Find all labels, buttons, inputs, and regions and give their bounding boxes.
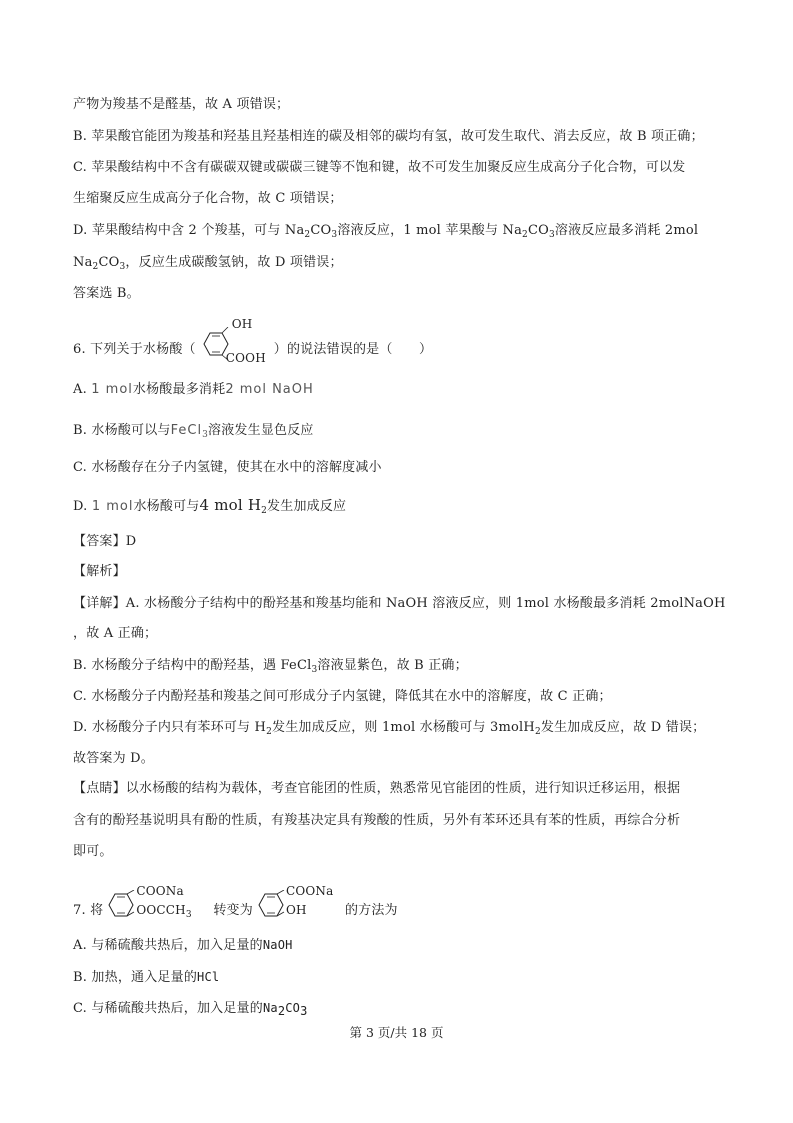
coona-label: COONa (285, 884, 334, 898)
page-footer: 第 3 页/共 18 页 (349, 1025, 444, 1040)
option-c: C. 与稀硫酸共热后，加入足量的$Na_2CO_3$ (73, 1001, 308, 1018)
text-line: C. 苹果酸结构中不含有碳碳双键或碳碳三键等不饱和键，故不可发生加聚反应生成高分子化合物，可以发 (73, 160, 686, 175)
text-line: 【点睛】以水杨酸的结构为载体，考查官能团的性质，熟悉常见官能团的性质，进行知识迁移运用，根据 (73, 781, 681, 796)
question-6-stem: 6. 下列关于水杨酸（ OH COOH ）的说法错误的是（ ） (73, 317, 433, 365)
option-b: B. 水杨酸可以与FeCl$_3$溶液发生显色反应 (73, 423, 314, 440)
ooccch3-label: $OOCCH_3$ (136, 903, 192, 920)
option-d: D. 1 mol水杨酸可与4 mol $H_2$发生加成反应 (73, 496, 347, 516)
text-line: 故答案为 D。 (73, 751, 154, 766)
text-line: B. 苹果酸官能团为羧基和羟基且羟基相连的碳及相邻的碳均有氢，故可发生取代、消去反应，故 B 项正确； (73, 129, 704, 144)
analysis-tag: 【解析】 (73, 564, 126, 579)
option-a: A. 与稀硫酸共热后，加入足量的NaOH (73, 938, 293, 953)
text-line: $Na_2CO_3$，反应生成碳酸氢钠，故 D 项错误； (73, 255, 343, 272)
acetylsalicylate-structure (103, 884, 213, 926)
text-line: 产物为羧基不是醛基，故 A 项错误； (73, 97, 290, 112)
oh-label: OH (285, 903, 307, 917)
text-line: 答案选 B。 (73, 286, 140, 301)
text-line: D. 水杨酸分子内只有苯环可与 $H_2$发生加成反应，则 1mol 水杨酸可与 3molH$_2$发生加成反应，故 D 错误； (73, 720, 706, 737)
oh-label: OH (231, 317, 253, 331)
text-line: 生缩聚反应生成高分子化合物，故 C 项错误； (73, 191, 343, 206)
text-line: 即可。 (73, 844, 113, 859)
text-line: 含有的酚羟基说明具有酚的性质，有羧基决定具有羧酸的性质，另外有苯环还具有苯的性质，再综合分析 (73, 813, 681, 828)
option-a: A. 1 mol水杨酸最多消耗2 mol NaOH (73, 382, 314, 397)
salicylic-acid-structure (196, 317, 274, 367)
text-line: C. 水杨酸分子内酚羟基和羧基之间可形成分子内氢键，降低其在水中的溶解度，故 C 正确； (73, 689, 612, 704)
cooh-label: COOH (225, 351, 266, 365)
option-c: C. 水杨酸存在分子内氢键，使其在水中的溶解度减小 (73, 460, 382, 475)
text-line: D. 苹果酸结构中含 2 个羧基，可与 $Na_2CO_3$溶液反应，1 mol 苹果酸与 $Na_2CO_3$溶液反应最多消耗 2mol (73, 223, 699, 240)
text-line: ，故 A 正确； (73, 626, 158, 641)
option-b: B. 加热，通入足量的HCl (73, 970, 220, 985)
coona-label: COONa (136, 884, 184, 898)
text-line: B. 水杨酸分子结构中的酚羟基，遇 FeCl$_3$溶液显紫色，故 B 正确； (73, 658, 468, 675)
sodium-salicylate-structure (253, 884, 345, 926)
answer-tag: 【答案】D (73, 534, 137, 549)
text-line: 【详解】A. 水杨酸分子结构中的酚羟基和羧基均能和 NaOH 溶液反应，则 1mol 水杨酸最多消耗 2molNaOH (73, 596, 726, 611)
question-7-stem: 7. 将 COONa $OOCCH_3$ 转变为 COONa OH 的方法为 (73, 890, 398, 918)
